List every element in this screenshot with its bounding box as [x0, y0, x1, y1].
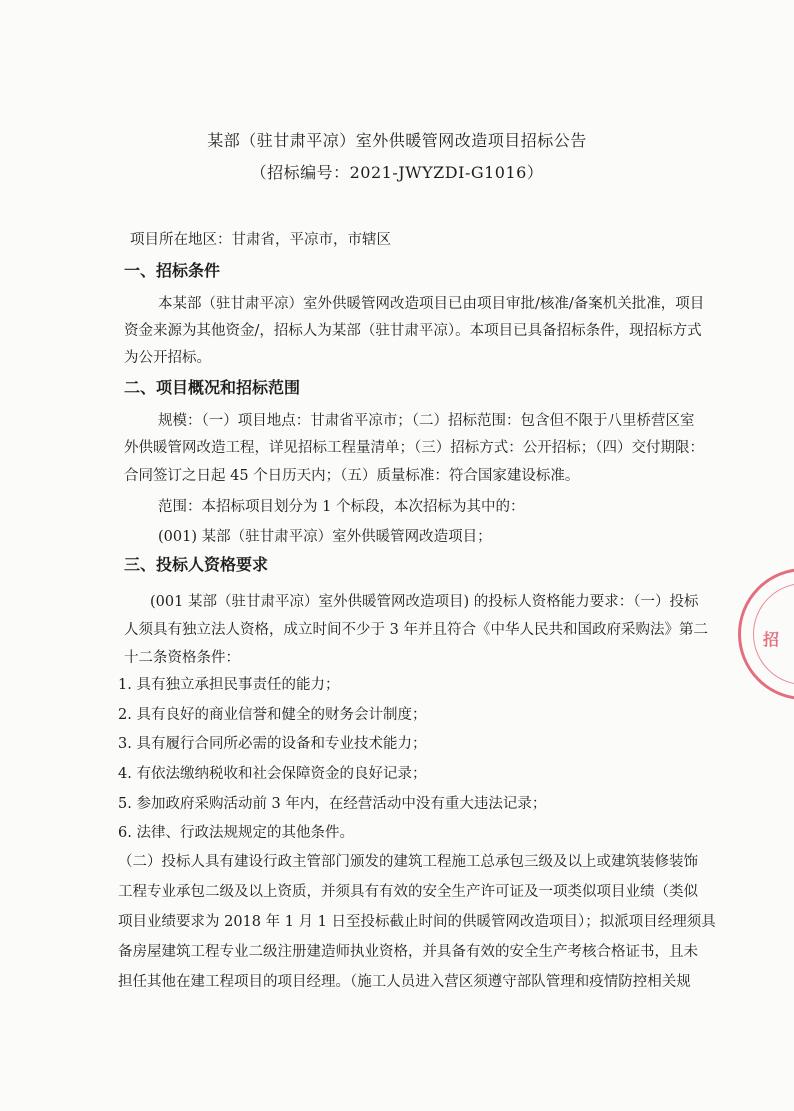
section3-line: (001 某部（驻甘肃平凉）室外供暖管网改造项目) 的投标人资格能力要求：（一）投标 — [150, 594, 699, 610]
section3-line: 4. 有依法缴纳税收和社会保障资金的良好记录； — [118, 766, 427, 782]
section2-line: 合同签订之日起 45 个日历天内；（五）质量标准：符合国家建设标准。 — [124, 468, 580, 484]
section3-line: 1. 具有独立承担民事责任的能力； — [118, 677, 340, 693]
section3-line: 备房屋建筑工程专业二级注册建造师执业资格，并具备有效的安全生产考核合格证书，且未 — [118, 944, 698, 960]
section3-line: 5. 参加政府采购活动前 3 年内，在经营活动中没有重大违法记录； — [118, 796, 547, 812]
section3-heading: 三、投标人资格要求 — [124, 555, 269, 574]
section3-line: （二）投标人具有建设行政主管部门颁发的建筑工程施工总承包三级及以上或建筑装修装饰 — [118, 854, 698, 870]
section3-line: 人须具有独立法人资格，成立时间不少于 3 年并且符合《中华人民共和国政府采购法》第二 — [124, 622, 708, 638]
section3-line: 工程专业承包二级及以上资质，并须具有有效的安全生产许可证及一项类似项目业绩（类似 — [118, 884, 698, 900]
document-title: 某部（驻甘肃平凉）室外供暖管网改造项目招标公告 — [207, 131, 587, 150]
section1-line: 本某部（驻甘肃平凉）室外供暖管网改造项目已由项目审批/核准/备案机关批准，项目 — [158, 296, 705, 312]
section3-line: 3. 具有履行合同所必需的设备和专业技术能力； — [118, 736, 427, 752]
section3-line: 担任其他在建工程项目的项目经理。（施工人员进入营区须遵守部队管理和疫情防控相关规 — [118, 974, 691, 990]
official-seal — [738, 568, 794, 700]
section3-line: 2. 具有良好的商业信誉和健全的财务会计制度； — [118, 707, 427, 723]
section3-line: 十二条资格条件： — [124, 650, 240, 666]
section2-line: 外供暖管网改造工程，详见招标工程量清单；（三）招标方式：公开招标；（四）交付期限： — [124, 440, 704, 456]
seal-text: 招 — [763, 630, 780, 649]
tender-number: （招标编号：2021-JWYZDI-G1016） — [250, 163, 544, 182]
section3-line: 6. 法律、行政法规规定的其他条件。 — [118, 825, 354, 841]
section1-heading: 一、招标条件 — [124, 261, 221, 280]
project-region: 项目所在地区：甘肃省，平凉市，市辖区 — [130, 232, 391, 248]
section1-line: 为公开招标。 — [124, 350, 211, 366]
section2-line: 规模：（一）项目地点：甘肃省平凉市；（二）招标范围：包含但不限于八里桥营区室 — [158, 413, 695, 429]
section2-line: (001) 某部（驻甘肃平凉）室外供暖管网改造项目； — [158, 529, 492, 545]
section3-line: 项目业绩要求为 2018 年 1 月 1 日至投标截止时间的供暖管网改造项目）；拟派项目经理须具 — [118, 914, 716, 930]
section2-heading: 二、项目概况和招标范围 — [124, 378, 301, 397]
section2-line: 范围：本招标项目划分为 1 个标段，本次招标为其中的： — [158, 499, 525, 515]
section1-line: 资金来源为其他资金/，招标人为某部（驻甘肃平凉）。本项目已具备招标条件，现招标方式 — [124, 323, 702, 339]
